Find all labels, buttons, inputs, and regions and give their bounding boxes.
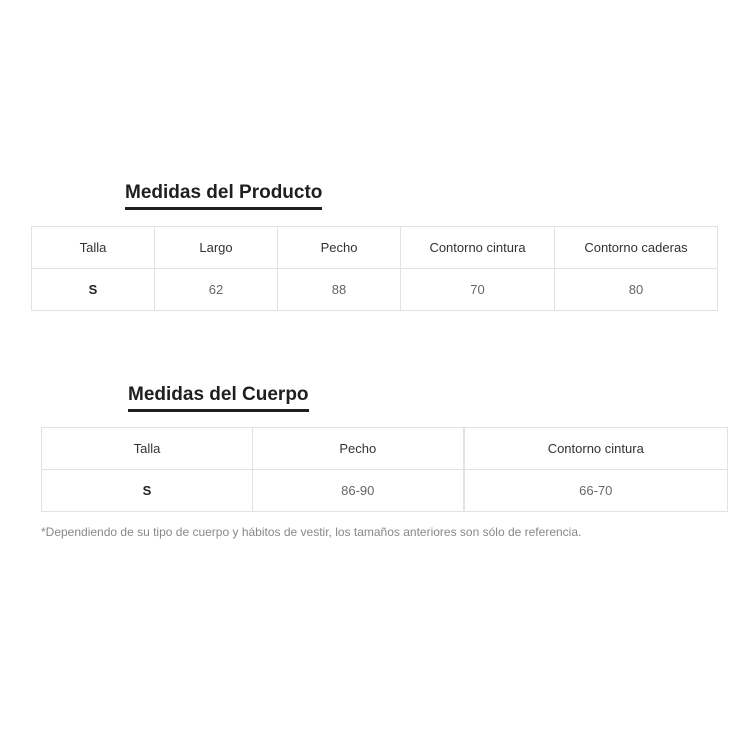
header-cell: Pecho xyxy=(278,227,401,269)
size-cell: S xyxy=(32,269,155,311)
product-measurements-title: Medidas del Producto xyxy=(125,181,322,210)
table-row xyxy=(42,470,728,512)
value-cell: 80 xyxy=(555,269,718,311)
body-measurements-table xyxy=(41,427,728,512)
size-cell: S xyxy=(42,470,253,512)
header-cell: Talla xyxy=(32,227,155,269)
value-cell: 66-70 xyxy=(464,470,728,512)
table-row xyxy=(32,269,718,311)
value-cell: 86-90 xyxy=(253,470,464,512)
product-measurements-table xyxy=(31,226,718,311)
value-cell: 88 xyxy=(278,269,401,311)
header-cell: Talla xyxy=(42,428,253,470)
table-header-row xyxy=(32,227,718,269)
table-header-row xyxy=(42,428,728,470)
body-measurements-title: Medidas del Cuerpo xyxy=(128,383,309,412)
value-cell: 62 xyxy=(155,269,278,311)
header-cell: Contorno cintura xyxy=(464,428,728,470)
header-cell: Pecho xyxy=(253,428,464,470)
header-cell: Contorno cintura xyxy=(401,227,555,269)
header-cell: Largo xyxy=(155,227,278,269)
value-cell: 70 xyxy=(401,269,555,311)
header-cell: Contorno caderas xyxy=(555,227,718,269)
reference-note: *Dependiendo de su tipo de cuerpo y hábitos de vestir, los tamaños anteriores son sólo de referencia. xyxy=(41,525,582,539)
